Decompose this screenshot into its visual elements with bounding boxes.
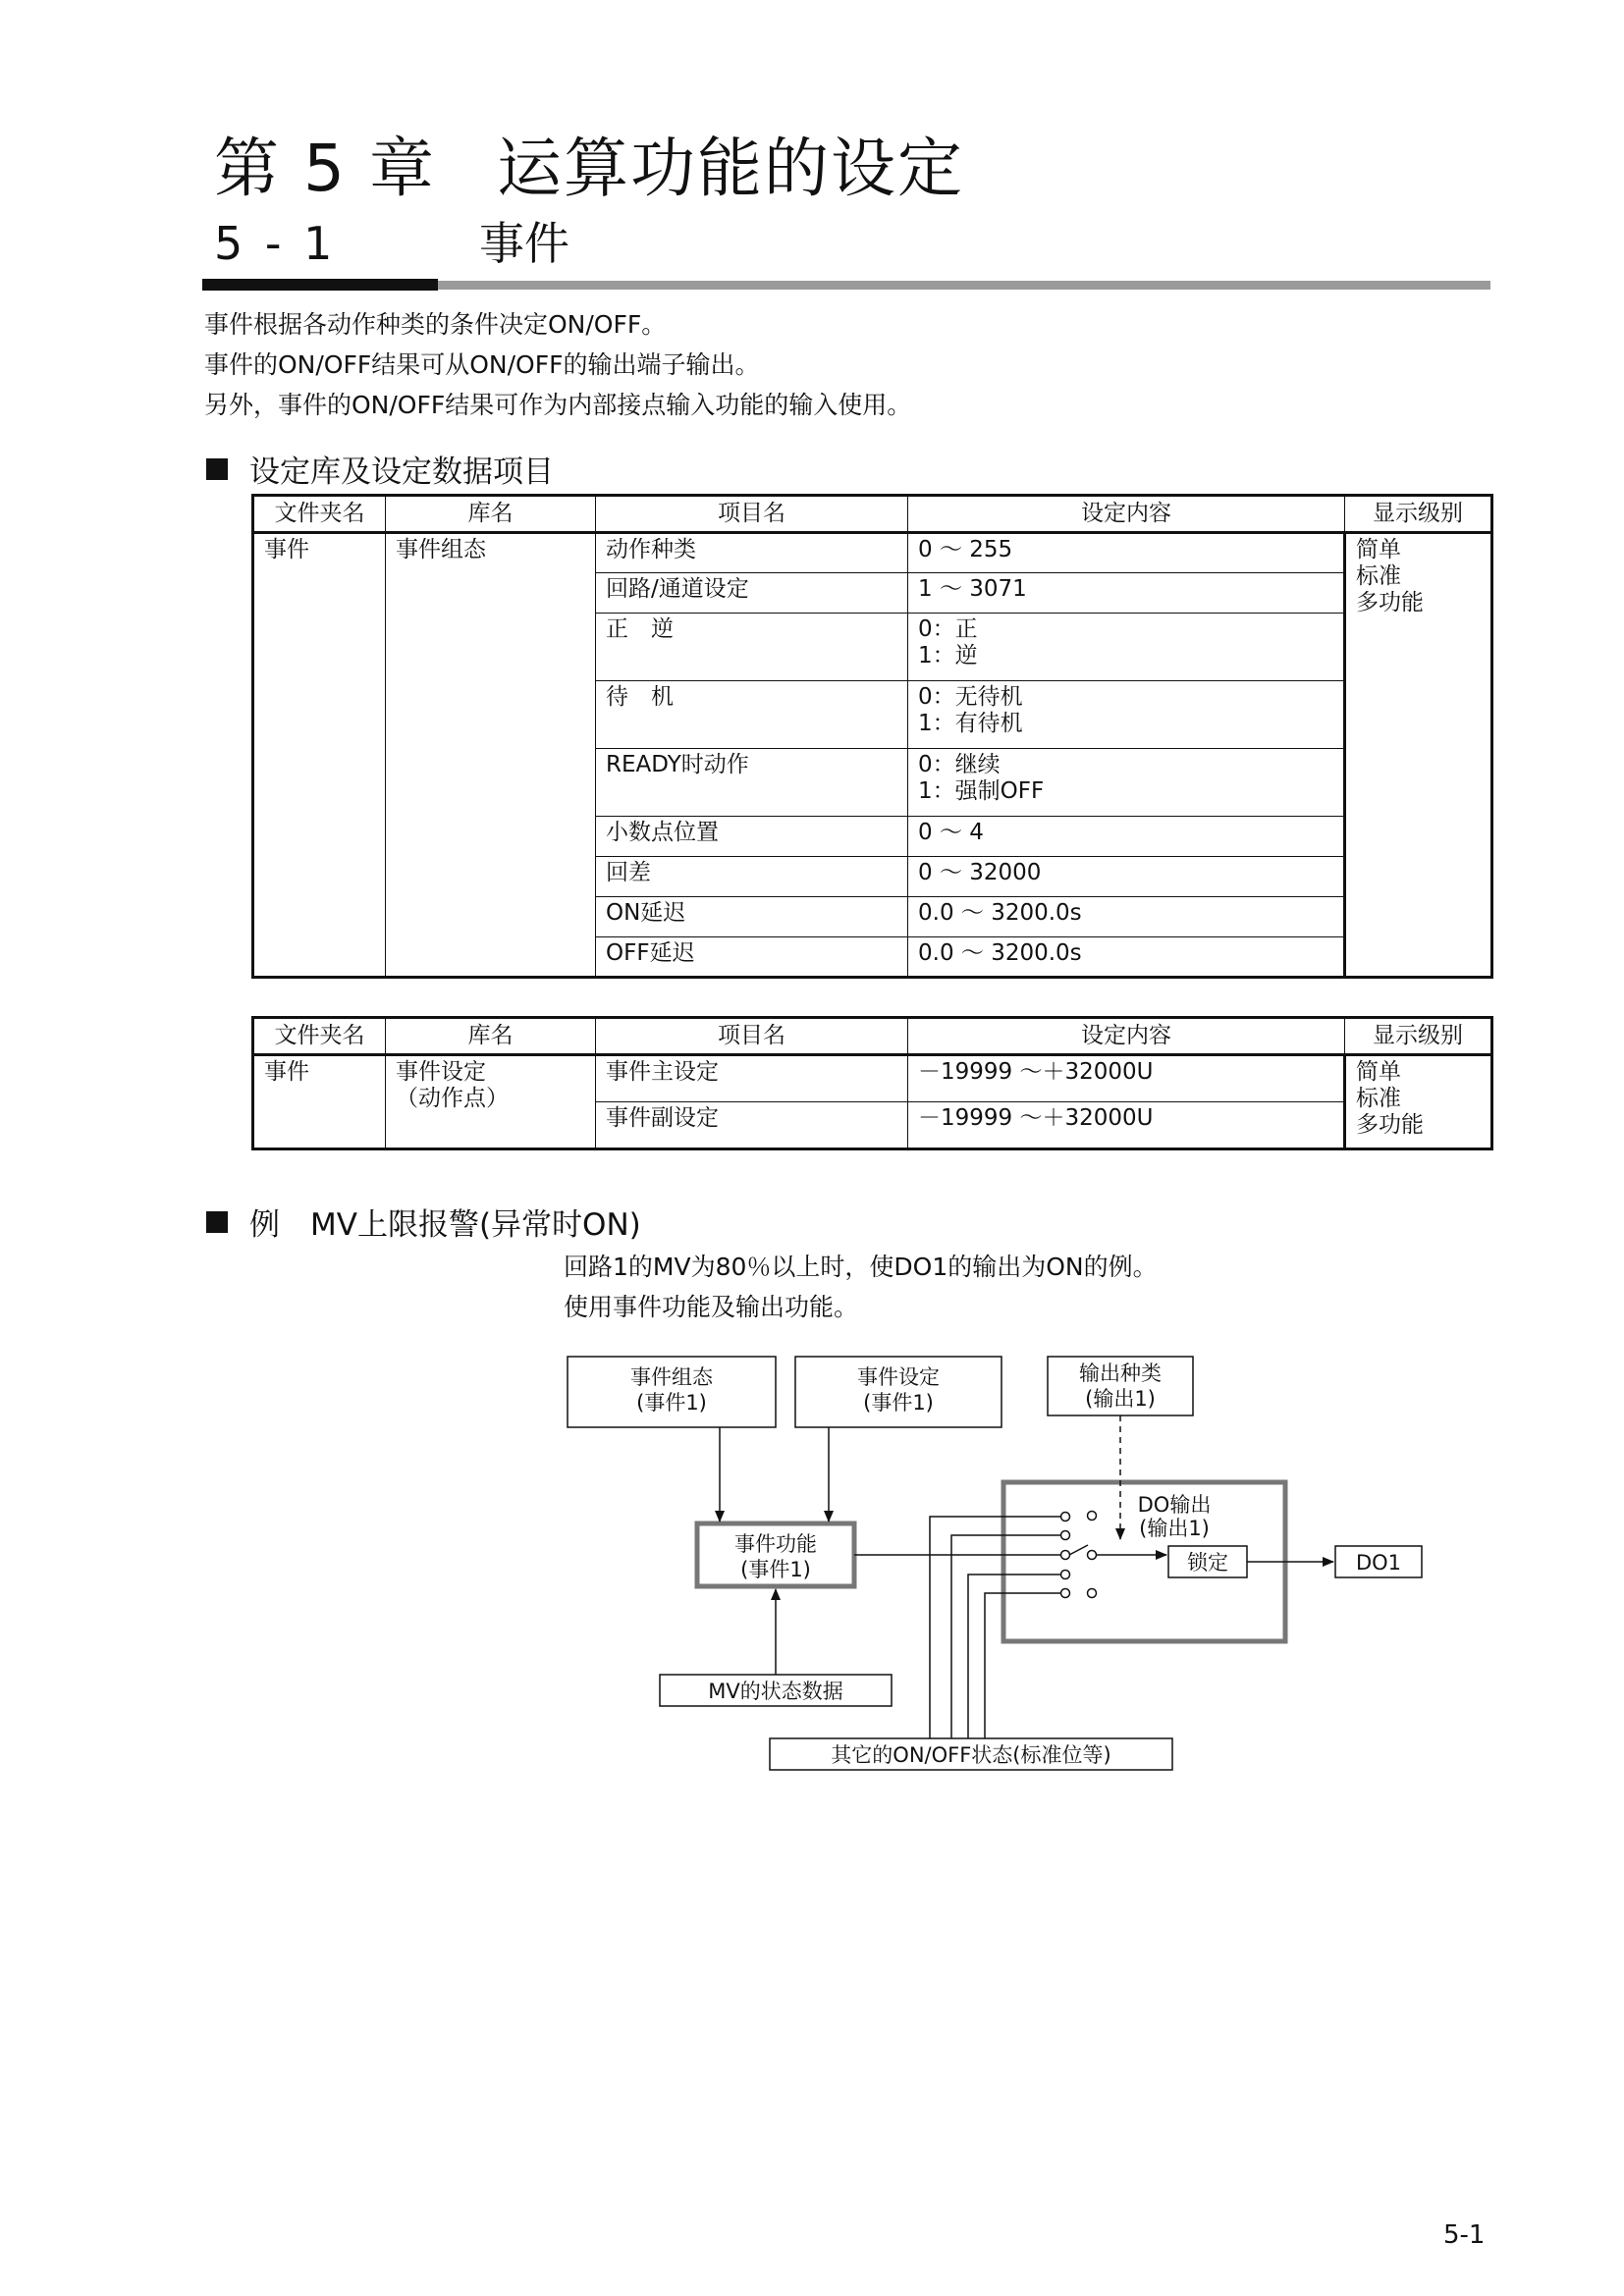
cell-item: 事件主设定 [596,1055,908,1102]
cell-content: 0 ～ 4 [908,817,1345,857]
switch-output-contact [1088,1589,1097,1598]
switch-contact [1061,1551,1070,1560]
do1-label: DO1 [1355,1551,1402,1575]
event-config-sub: (事件1) [636,1391,707,1415]
cell-item: 回路/通道设定 [596,573,908,614]
cell-item: 小数点位置 [596,817,908,857]
cell-content: －19999 ～＋32000U [908,1055,1345,1102]
event-function-sub: (事件1) [740,1558,811,1581]
cell-content: 0 ～ 32000 [908,857,1345,897]
switch-output-contact [1088,1551,1097,1560]
example-line: 使用事件功能及输出功能。 [564,1293,859,1321]
cell-content: 0.0 ～ 3200.0s [908,897,1345,937]
col-header-bank: 库名 [386,496,596,533]
cell-item: READY时动作 [596,749,908,817]
cell-content: 0 ～ 255 [908,533,1345,573]
cell-item: 动作种类 [596,533,908,573]
settings-heading-text: 设定库及设定数据项目 [249,454,554,490]
section-title: 事件 [479,217,569,270]
other-status-label: 其它的ON/OFF状态(标准位等) [831,1743,1111,1767]
example-line: 回路1的MV为80％以上时，使DO1的输出为ON的例。 [564,1253,1158,1281]
switch-contact [1061,1589,1070,1598]
col-header-level: 显示级别 [1345,496,1492,533]
output-type-sub: (输出1) [1085,1387,1156,1411]
level-line: 标准 [1356,563,1401,589]
level-line: 简单 [1356,1059,1401,1085]
cell-item: 回差 [596,857,908,897]
level-line: 简单 [1356,537,1401,562]
cell-folder: 事件 [253,1055,386,1149]
chapter-title: 运算功能的设定 [496,131,964,206]
cell-content: 0.0 ～ 3200.0s [908,937,1345,978]
line-other-status-1 [930,1517,1060,1738]
content-line: 0：正 [918,616,978,642]
cell-item: 事件副设定 [596,1102,908,1149]
col-header-folder: 文件夹名 [253,496,386,533]
cell-content: 1 ～ 3071 [908,573,1345,614]
intro-line: 事件的ON/OFF结果可从ON/OFF的输出端子输出。 [204,350,760,379]
line-other-status-3 [968,1575,1060,1738]
mv-status-label: MV的状态数据 [708,1680,843,1703]
col-header-content: 设定内容 [908,1018,1345,1055]
cell-folder: 事件 [253,533,386,978]
cell-item: OFF延迟 [596,937,908,978]
switch-output-contact [1088,1512,1097,1521]
content-line: 0：无待机 [918,684,1023,710]
do-output-label: DO输出 [1137,1493,1212,1517]
intro-line: 事件根据各动作种类的条件决定ON/OFF。 [204,310,667,339]
col-header-item: 项目名 [596,1018,908,1055]
cell-item: 正 逆 [596,614,908,681]
event-function-label: 事件功能 [734,1532,817,1556]
bank-line: （动作点） [396,1086,509,1111]
content-line: 0：继续 [918,752,1001,777]
line-other-status-4 [985,1593,1060,1738]
col-header-folder: 文件夹名 [253,1018,386,1055]
switch-contact [1061,1513,1070,1522]
section-number: 5 - 1 [214,217,337,270]
col-header-content: 设定内容 [908,496,1345,533]
cell-bank: 事件组态 [386,533,596,978]
switch-contact [1061,1571,1070,1579]
bank-line: 事件设定 [396,1059,486,1085]
output-type-label: 输出种类 [1079,1362,1162,1385]
page-number: 5-1 [1443,2220,1486,2250]
switch-contact [1061,1531,1070,1540]
cell-item: 待 机 [596,681,908,749]
event-setting-label: 事件设定 [857,1365,940,1389]
level-line: 多功能 [1356,1112,1424,1138]
switch-lever [1069,1545,1088,1555]
chapter-label: 第 5 章 [214,131,436,206]
event-setting-sub: (事件1) [863,1391,934,1415]
content-line: 1：强制OFF [918,778,1045,804]
event-config-label: 事件组态 [630,1365,713,1389]
level-line: 标准 [1356,1086,1401,1111]
cell-item: ON延迟 [596,897,908,937]
col-header-item: 项目名 [596,496,908,533]
level-line: 多功能 [1356,590,1424,615]
intro-line: 另外，事件的ON/OFF结果可作为内部接点输入功能的输入使用。 [204,391,912,419]
cell-content: －19999 ～＋32000U [908,1102,1345,1149]
col-header-level: 显示级别 [1345,1018,1492,1055]
example-heading-text: 例 MV上限报警(异常时ON) [249,1207,641,1243]
content-line: 1：逆 [918,643,978,668]
do-output-sub: (输出1) [1139,1517,1210,1540]
lock-label: 锁定 [1187,1551,1228,1575]
col-header-bank: 库名 [386,1018,596,1055]
content-line: 1：有待机 [918,711,1023,736]
